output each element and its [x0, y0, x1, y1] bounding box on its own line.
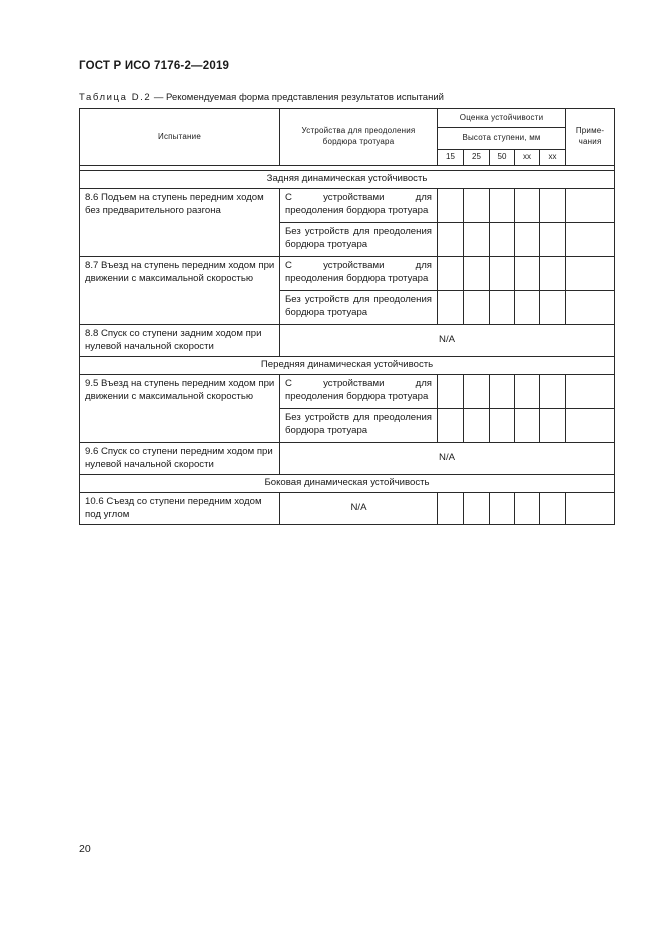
result-cell	[515, 257, 540, 291]
result-cell	[566, 223, 615, 257]
result-cell	[490, 408, 515, 442]
result-cell	[566, 408, 615, 442]
test-row	[80, 492, 615, 524]
header-height-cell: 25	[464, 150, 490, 166]
result-cell	[566, 189, 615, 223]
result-cell	[438, 374, 464, 408]
not-applicable: N/A	[280, 325, 615, 357]
result-cell	[490, 257, 515, 291]
header-height-cell: 50	[490, 150, 515, 166]
result-cell	[490, 374, 515, 408]
test-label: 9.5 Въезд на ступень передним ходом при движении с максимальной скоростью	[80, 374, 280, 442]
result-cell	[464, 189, 490, 223]
result-cell	[566, 374, 615, 408]
result-cell	[438, 408, 464, 442]
test-label: 9.6 Спуск со ступени передним ходом при нулевой начальной скорости	[80, 442, 280, 474]
result-cell	[464, 257, 490, 291]
result-cell	[490, 492, 515, 524]
header-test: Испытание	[80, 109, 280, 166]
header-step-height: Высота ступени, мм	[438, 128, 566, 150]
result-cell	[540, 492, 566, 524]
result-cell	[490, 291, 515, 325]
section-row	[80, 356, 615, 374]
table-caption-text: — Рекомендуемая форма представления результатов испытаний	[151, 92, 444, 103]
result-cell	[515, 492, 540, 524]
test-row	[80, 257, 615, 291]
result-cell	[464, 492, 490, 524]
device-option: С устройствами для преодоления бордюра тротуара	[280, 374, 438, 408]
result-cell	[540, 189, 566, 223]
section-row	[80, 171, 615, 189]
page-number: 20	[79, 843, 91, 855]
result-cell	[464, 374, 490, 408]
result-cell	[566, 291, 615, 325]
result-cell	[490, 189, 515, 223]
result-cell	[438, 189, 464, 223]
table-caption	[79, 92, 444, 103]
results-table	[79, 108, 615, 525]
device-option: Без устройств для преодоления бордюра тротуара	[280, 408, 438, 442]
result-cell	[540, 408, 566, 442]
header-height-cell: xx	[540, 150, 566, 166]
header-stability: Оценка устойчивости	[438, 109, 566, 128]
table-caption-prefix: Таблица D.2	[79, 92, 152, 103]
header-height-cell: xx	[515, 150, 540, 166]
not-applicable: N/A	[280, 442, 615, 474]
test-row	[80, 325, 615, 357]
result-cell	[515, 374, 540, 408]
result-cell	[438, 492, 464, 524]
section-title: Передняя динамическая устойчивость	[80, 356, 615, 374]
result-cell	[540, 291, 566, 325]
result-cell	[566, 257, 615, 291]
result-cell	[515, 291, 540, 325]
result-cell	[490, 223, 515, 257]
result-cell	[515, 223, 540, 257]
header-notes: Приме-чания	[566, 109, 615, 166]
test-label: 8.8 Спуск со ступени задним ходом при нулевой начальной скорости	[80, 325, 280, 357]
header-device: Устройства для преодоления бордюра тротуара	[280, 109, 438, 166]
result-cell	[566, 492, 615, 524]
result-cell	[438, 223, 464, 257]
result-cell	[540, 223, 566, 257]
result-cell	[438, 257, 464, 291]
device-option: Без устройств для преодоления бордюра тротуара	[280, 223, 438, 257]
result-cell	[515, 408, 540, 442]
device-option: С устройствами для преодоления бордюра тротуара	[280, 257, 438, 291]
result-cell	[540, 374, 566, 408]
device-option: С устройствами для преодоления бордюра тротуара	[280, 189, 438, 223]
result-cell	[464, 408, 490, 442]
test-label: 8.7 Въезд на ступень передним ходом при движении с максимальной скоростью	[80, 257, 280, 325]
result-cell	[540, 257, 566, 291]
result-cell	[464, 223, 490, 257]
section-row	[80, 474, 615, 492]
test-label: 8.6 Подъем на ступень передним ходом без предварительного разгона	[80, 189, 280, 257]
section-title: Боковая динамическая устойчивость	[80, 474, 615, 492]
test-row	[80, 442, 615, 474]
header-height-cell: 15	[438, 150, 464, 166]
result-cell	[464, 291, 490, 325]
document-header: ГОСТ Р ИСО 7176-2—2019	[79, 60, 230, 72]
not-applicable: N/A	[280, 492, 438, 524]
result-cell	[438, 291, 464, 325]
test-label: 10.6 Съезд со ступени передним ходом под углом	[80, 492, 280, 524]
test-row	[80, 189, 615, 223]
test-row	[80, 374, 615, 408]
section-title: Задняя динамическая устойчивость	[80, 171, 615, 189]
device-option: Без устройств для преодоления бордюра тротуара	[280, 291, 438, 325]
result-cell	[515, 189, 540, 223]
